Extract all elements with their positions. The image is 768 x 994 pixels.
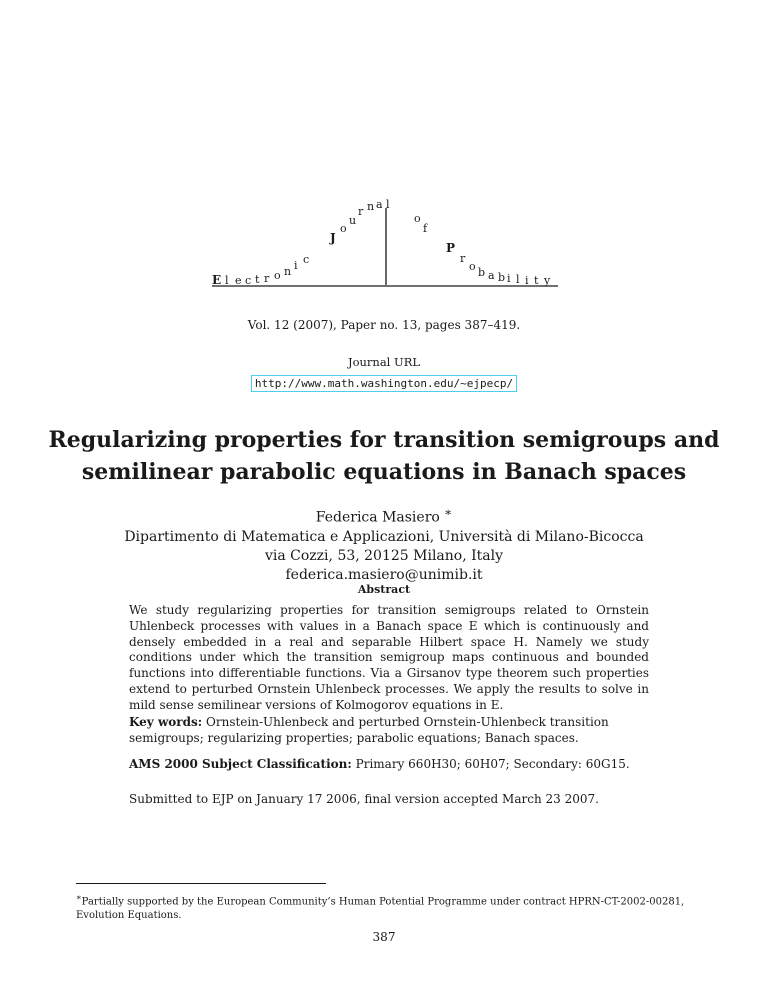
- author-affiliation: Dipartimento di Matematica e Applicazioni, Università di Milano-Bicocca: [124, 528, 644, 545]
- logo-letter: c: [303, 253, 310, 266]
- keywords: [129, 715, 659, 747]
- author-footnote-mark: ∗: [444, 505, 453, 519]
- logo-letter: P: [446, 241, 456, 255]
- author-address: via Cozzi, 53, 20125 Milano, Italy: [264, 547, 504, 564]
- footnote-text: Partially supported by the European Community’s Human Potential Programme under contract HPRN-CT-2002-00281, Evolution Equations.: [76, 896, 685, 922]
- logo-letter: a: [488, 269, 495, 282]
- volume-line: Vol. 12 (2007), Paper no. 13, pages 387–419.: [247, 318, 521, 332]
- logo-letter: b: [478, 266, 486, 279]
- submission-info: Submitted to EJP on January 17 2006, final version accepted March 23 2007.: [129, 792, 599, 806]
- journal-url-label: Journal URL: [347, 355, 421, 369]
- logo-letter: J: [330, 231, 336, 245]
- logo-letter: i: [525, 274, 529, 287]
- logo-letter: E: [212, 273, 222, 287]
- ams-label: AMS 2000 Subject Classification:: [129, 757, 352, 771]
- abstract-text: We study regularizing properties for transition semigroups related to Ornstein Uhlenbeck processes with values in a Banach space E which is continuously and densely embedded in a real and separable Hilbert space H. Namely we study conditions under which the transition semigroup maps continuous and bounded functions into differentiable functions. Via a Girsanov type theorem such properties extend to perturbed Ornstein Uhlenbeck processes. We apply the results to solve in mild sense semilinear versions of Kolmogorov equations in E.: [129, 603, 649, 712]
- journal-url-link[interactable]: http://www.math.washington.edu/~ejpecp/: [251, 375, 517, 392]
- paper-title-line-1: Regularizing properties for transition semigroups and: [48, 427, 720, 453]
- logo-letter: n: [284, 265, 292, 278]
- logo-letter: r: [264, 272, 270, 285]
- logo-letters: [212, 198, 551, 287]
- ams-classification: [129, 757, 659, 773]
- logo-letter: b: [498, 271, 506, 284]
- journal-url-row: [0, 372, 768, 391]
- logo-letter: o: [469, 260, 476, 273]
- logo-letter: t: [255, 273, 260, 286]
- keywords-label: Key words:: [129, 715, 203, 729]
- journal-logo-graphic: [210, 190, 560, 290]
- author-name: Federica Masiero: [315, 509, 440, 526]
- logo-letter: l: [225, 274, 229, 287]
- page-number: 387: [372, 930, 396, 944]
- logo-letter: o: [340, 222, 347, 235]
- author-name-row: [0, 503, 768, 528]
- footnote: [76, 890, 692, 923]
- ams-text: Primary 660H30; 60H07; Secondary: 60G15.: [355, 757, 630, 771]
- logo-letter: l: [386, 198, 390, 211]
- author-block: [0, 503, 768, 585]
- author-email: federica.masiero@unimib.it: [285, 566, 483, 583]
- logo-letter: e: [235, 274, 242, 287]
- logo-letter: c: [245, 274, 252, 287]
- logo-letter: a: [376, 198, 383, 211]
- journal-logo: [210, 190, 560, 290]
- logo-letter: o: [274, 269, 281, 282]
- abstract-heading: Abstract: [357, 583, 411, 596]
- logo-letter: y: [544, 274, 551, 287]
- logo-letter: u: [349, 214, 357, 227]
- logo-letter: n: [367, 200, 375, 213]
- footnote-rule: [76, 883, 326, 884]
- logo-letter: o: [414, 212, 421, 225]
- logo-letter: i: [294, 259, 298, 272]
- logo-letter: f: [423, 222, 428, 235]
- paper-title-line-2: semilinear parabolic equations in Banach spaces: [81, 459, 687, 485]
- paper-title: [0, 424, 768, 488]
- logo-letter: i: [507, 272, 511, 285]
- logo-letter: r: [358, 205, 364, 218]
- logo-letter: l: [516, 273, 520, 286]
- footnote-mark: ∗: [76, 892, 82, 902]
- keywords-text: Ornstein-Uhlenbeck and perturbed Ornstein-Uhlenbeck transition semigroups; regularizing properties; parabolic equations; Banach spaces.: [129, 715, 609, 745]
- logo-letter: t: [534, 274, 539, 287]
- logo-letter: r: [460, 252, 466, 265]
